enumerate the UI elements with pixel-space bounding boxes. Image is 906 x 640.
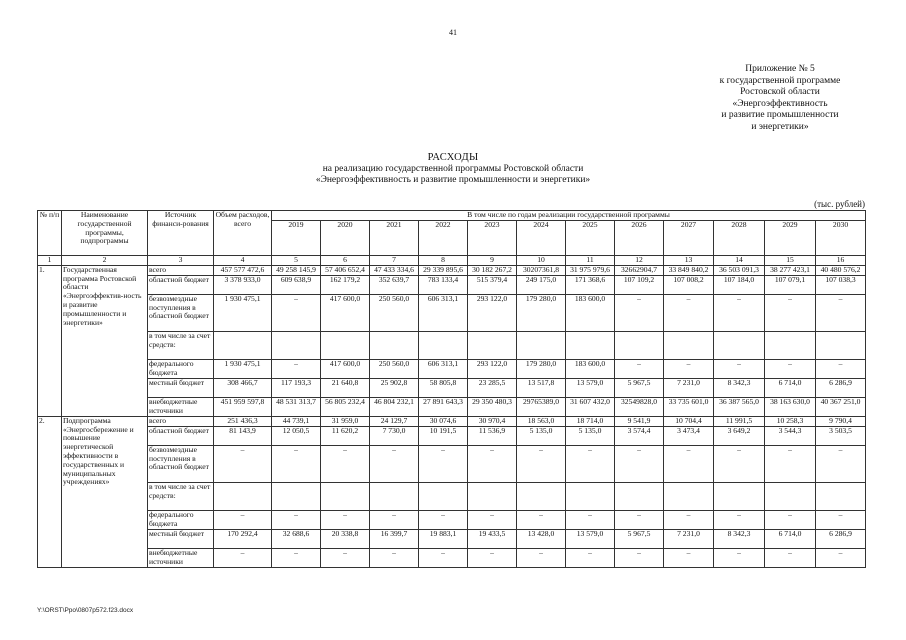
year-value <box>321 331 370 359</box>
year-value: – <box>816 445 866 482</box>
year-value: 11 536,9 <box>468 426 517 445</box>
column-index: 12 <box>615 256 664 266</box>
year-value: – <box>765 548 816 567</box>
table-row <box>38 378 866 397</box>
year-value: – <box>615 548 664 567</box>
year-value: – <box>468 548 517 567</box>
column-index: 10 <box>517 256 566 266</box>
funding-source: местный бюджет <box>148 529 214 548</box>
total-value: 170 292,4 <box>214 529 272 548</box>
year-value: 9 541,9 <box>615 416 664 426</box>
program-name: Подпрограмма «Энергосбережение и повышение энергетической эффективности в государственных и муниципальных учреждениях» <box>62 416 148 567</box>
year-value <box>419 331 468 359</box>
header-row <box>38 211 866 221</box>
table-row <box>38 331 866 359</box>
column-index: 9 <box>468 256 517 266</box>
table-row <box>38 510 866 529</box>
year-value: 57 406 652,4 <box>321 265 370 275</box>
year-value <box>566 482 615 510</box>
year-value: 417 600,0 <box>321 359 370 378</box>
appendix-line: «Энергоэффективность <box>732 98 828 109</box>
year-value: 3 544,3 <box>765 426 816 445</box>
year-value: 33 849 840,2 <box>664 265 714 275</box>
total-value: – <box>214 548 272 567</box>
header-volume: Объем расходов, всего <box>214 211 272 256</box>
header-year: 2030 <box>816 221 866 256</box>
table-row <box>38 445 866 482</box>
year-value: 30 074,6 <box>419 416 468 426</box>
year-value: 32662904,7 <box>615 265 664 275</box>
total-value: 1 930 475,1 <box>214 294 272 331</box>
year-value: 49 258 145,9 <box>272 265 321 275</box>
year-value: 10 704,4 <box>664 416 714 426</box>
table-row <box>38 548 866 567</box>
funding-source: безвозмездные поступления в областной бюджет <box>148 294 214 331</box>
funding-source: в том числе за счет средств: <box>148 482 214 510</box>
year-value: – <box>566 548 615 567</box>
year-value: – <box>468 445 517 482</box>
year-value: 11 620,2 <box>321 426 370 445</box>
funding-source: всего <box>148 416 214 426</box>
year-value: – <box>765 510 816 529</box>
year-value: – <box>664 510 714 529</box>
column-index: 4 <box>214 256 272 266</box>
year-value: – <box>419 510 468 529</box>
table-row <box>38 426 866 445</box>
year-value: 32 688,6 <box>272 529 321 548</box>
funding-source: областной бюджет <box>148 426 214 445</box>
year-value: 117 193,3 <box>272 378 321 397</box>
year-value: 18 563,0 <box>517 416 566 426</box>
year-value <box>765 331 816 359</box>
column-index: 8 <box>419 256 468 266</box>
funding-source: внебюджетные источники <box>148 397 214 416</box>
year-value: – <box>321 510 370 529</box>
year-value: 183 600,0 <box>566 359 615 378</box>
column-index: 13 <box>664 256 714 266</box>
year-value: 11 991,5 <box>714 416 765 426</box>
appendix-line: и развитие промышленности <box>721 110 839 120</box>
year-value: 6 714,0 <box>765 529 816 548</box>
total-value: 308 466,7 <box>214 378 272 397</box>
year-value: 13 579,0 <box>566 529 615 548</box>
year-value: 18 714,0 <box>566 416 615 426</box>
table-row <box>38 529 866 548</box>
total-value <box>214 482 272 510</box>
year-value: 58 805,8 <box>419 378 468 397</box>
program-name: Государственная программа Ростовской области «Энергоэффектив-ность и развитие промышленности и энергетики» <box>62 265 148 416</box>
year-value: 56 805 232,4 <box>321 397 370 416</box>
year-value: – <box>370 510 419 529</box>
year-value <box>272 331 321 359</box>
table-row <box>38 265 866 275</box>
year-value: – <box>566 510 615 529</box>
header-year: 2021 <box>370 221 419 256</box>
header-years-group: В том числе по годам реализации государственной программы <box>272 211 866 221</box>
year-value <box>370 331 419 359</box>
year-value <box>272 482 321 510</box>
year-value: 6 286,9 <box>816 529 866 548</box>
year-value: 5 967,5 <box>615 378 664 397</box>
year-value: 162 179,2 <box>321 275 370 294</box>
year-value: 606 313,1 <box>419 359 468 378</box>
year-value: 23 285,5 <box>468 378 517 397</box>
year-value: – <box>517 548 566 567</box>
year-value: 30207361,8 <box>517 265 566 275</box>
year-value: 3 574,4 <box>615 426 664 445</box>
year-value: 40 480 576,2 <box>816 265 866 275</box>
year-value <box>664 331 714 359</box>
table-row <box>38 482 866 510</box>
total-value: – <box>214 445 272 482</box>
year-value: 47 433 334,6 <box>370 265 419 275</box>
appendix-line: и энергетики» <box>751 121 809 132</box>
year-value: – <box>664 294 714 331</box>
year-value: 250 560,0 <box>370 359 419 378</box>
year-value: – <box>566 445 615 482</box>
table-body <box>38 211 866 568</box>
year-value: 9 790,4 <box>816 416 866 426</box>
year-value: – <box>816 548 866 567</box>
column-index: 6 <box>321 256 370 266</box>
year-value: 25 902,8 <box>370 378 419 397</box>
year-value <box>468 482 517 510</box>
year-value: 171 368,6 <box>566 275 615 294</box>
index-row <box>38 256 866 266</box>
year-value: 31 607 432,0 <box>566 397 615 416</box>
year-value: 13 517,8 <box>517 378 566 397</box>
year-value: 21 640,8 <box>321 378 370 397</box>
year-value: 8 342,3 <box>714 529 765 548</box>
funding-source: местный бюджет <box>148 378 214 397</box>
title-line: «Энергоэффективность и развитие промышленности и энергетики» <box>315 175 591 185</box>
year-value: – <box>816 294 866 331</box>
year-value <box>615 482 664 510</box>
year-value <box>566 331 615 359</box>
year-value <box>370 482 419 510</box>
year-value: – <box>321 445 370 482</box>
year-value: 33 735 601,0 <box>664 397 714 416</box>
title-main: РАСХОДЫ <box>427 152 479 163</box>
year-value <box>816 331 866 359</box>
column-index: 5 <box>272 256 321 266</box>
year-value: 7 231,0 <box>664 529 714 548</box>
file-path-footer: Y:\ORST\Ppo\0807p572.f23.docx <box>37 607 134 614</box>
column-index: 15 <box>765 256 816 266</box>
year-value: 250 560,0 <box>370 294 419 331</box>
year-value: – <box>714 359 765 378</box>
total-value: 457 577 472,6 <box>214 265 272 275</box>
year-value: – <box>714 548 765 567</box>
year-value: 6 714,0 <box>765 378 816 397</box>
column-index: 3 <box>148 256 214 266</box>
year-value: 183 600,0 <box>566 294 615 331</box>
year-value: 27 891 643,3 <box>419 397 468 416</box>
header-year: 2022 <box>419 221 468 256</box>
year-value: – <box>664 359 714 378</box>
header-num: № п/п <box>38 211 62 256</box>
table-row <box>38 275 866 294</box>
year-value <box>419 482 468 510</box>
year-value: – <box>419 548 468 567</box>
column-index: 14 <box>714 256 765 266</box>
year-value: – <box>517 445 566 482</box>
year-value: 6 286,9 <box>816 378 866 397</box>
appendix-block <box>690 64 870 133</box>
year-value: 13 579,0 <box>566 378 615 397</box>
year-value: – <box>272 548 321 567</box>
year-value <box>468 331 517 359</box>
year-value: 20 338,8 <box>321 529 370 548</box>
year-value: – <box>664 445 714 482</box>
year-value: 16 399,7 <box>370 529 419 548</box>
year-value: 8 342,3 <box>714 378 765 397</box>
year-value: 12 050,5 <box>272 426 321 445</box>
funding-source: внебюджетные источники <box>148 548 214 567</box>
funding-source: областной бюджет <box>148 275 214 294</box>
page-number: 41 <box>449 28 457 37</box>
year-value: 30 182 267,2 <box>468 265 517 275</box>
year-value: – <box>714 445 765 482</box>
year-value: – <box>615 359 664 378</box>
header-year: 2025 <box>566 221 615 256</box>
year-value: 38 277 423,1 <box>765 265 816 275</box>
year-value: – <box>664 548 714 567</box>
year-value: 107 008,2 <box>664 275 714 294</box>
year-value: 24 129,7 <box>370 416 419 426</box>
funding-source: федерального бюджета <box>148 359 214 378</box>
table-row <box>38 294 866 331</box>
year-value: – <box>615 510 664 529</box>
year-value <box>615 331 664 359</box>
year-value: 107 079,1 <box>765 275 816 294</box>
year-value <box>714 482 765 510</box>
title-line: на реализацию государственной программы Ростовской области <box>322 163 584 174</box>
year-value: 13 428,0 <box>517 529 566 548</box>
year-value: 107 038,3 <box>816 275 866 294</box>
year-value: 3 649,2 <box>714 426 765 445</box>
funding-source: безвозмездные поступления в областной бюджет <box>148 445 214 482</box>
year-value: – <box>615 294 664 331</box>
row-number: 2. <box>38 416 62 567</box>
year-value: 29 350 480,3 <box>468 397 517 416</box>
year-value: – <box>370 445 419 482</box>
total-value: 81 143,9 <box>214 426 272 445</box>
year-value <box>714 331 765 359</box>
year-value: – <box>765 445 816 482</box>
year-value: 107 184,0 <box>714 275 765 294</box>
year-value: – <box>272 294 321 331</box>
year-value: – <box>321 548 370 567</box>
total-value <box>214 331 272 359</box>
appendix-line: Приложение № 5 <box>745 64 815 74</box>
year-value: – <box>615 445 664 482</box>
header-name: Наименование государственной программы, подпрограммы <box>62 211 148 256</box>
year-value <box>517 331 566 359</box>
total-value: 1 930 475,1 <box>214 359 272 378</box>
year-value: 5 967,5 <box>615 529 664 548</box>
year-value: 5 135,0 <box>566 426 615 445</box>
year-value: 40 367 251,0 <box>816 397 866 416</box>
year-value <box>321 482 370 510</box>
column-index: 11 <box>566 256 615 266</box>
year-value: – <box>765 359 816 378</box>
year-value: – <box>765 294 816 331</box>
year-value: 3 503,5 <box>816 426 866 445</box>
header-year: 2029 <box>765 221 816 256</box>
document-title <box>150 152 756 187</box>
funding-source: всего <box>148 265 214 275</box>
column-index: 1 <box>38 256 62 266</box>
year-value: 36 503 091,3 <box>714 265 765 275</box>
header-year: 2027 <box>664 221 714 256</box>
year-value: – <box>272 510 321 529</box>
units-label: (тыс. рублей) <box>814 199 865 209</box>
expenses-table <box>37 210 866 568</box>
year-value: 5 135,0 <box>517 426 566 445</box>
year-value <box>816 482 866 510</box>
year-value: 46 804 232,1 <box>370 397 419 416</box>
table-row <box>38 416 866 426</box>
total-value: 451 959 597,8 <box>214 397 272 416</box>
year-value: 10 258,3 <box>765 416 816 426</box>
table-row <box>38 359 866 378</box>
year-value: 417 600,0 <box>321 294 370 331</box>
funding-source: федерального бюджета <box>148 510 214 529</box>
year-value: 515 379,4 <box>468 275 517 294</box>
year-value: 609 638,9 <box>272 275 321 294</box>
year-value <box>765 482 816 510</box>
year-value: 179 280,0 <box>517 294 566 331</box>
header-year: 2020 <box>321 221 370 256</box>
column-index: 16 <box>816 256 866 266</box>
year-value: 10 191,5 <box>419 426 468 445</box>
year-value: – <box>272 359 321 378</box>
year-value: 44 739,1 <box>272 416 321 426</box>
column-index: 2 <box>62 256 148 266</box>
year-value: – <box>272 445 321 482</box>
header-source: Источник финанси-рования <box>148 211 214 256</box>
year-value: 352 639,7 <box>370 275 419 294</box>
header-year: 2028 <box>714 221 765 256</box>
header-year: 2019 <box>272 221 321 256</box>
year-value: 293 122,0 <box>468 294 517 331</box>
year-value: – <box>370 548 419 567</box>
year-value: 31 959,0 <box>321 416 370 426</box>
year-value: 30 970,4 <box>468 416 517 426</box>
year-value: – <box>714 510 765 529</box>
total-value: 3 378 933,0 <box>214 275 272 294</box>
year-value: – <box>714 294 765 331</box>
year-value: 36 387 565,0 <box>714 397 765 416</box>
funding-source: в том числе за счет средств: <box>148 331 214 359</box>
total-value: – <box>214 510 272 529</box>
year-value: – <box>816 510 866 529</box>
year-value: – <box>517 510 566 529</box>
header-year: 2024 <box>517 221 566 256</box>
year-value: 7 231,0 <box>664 378 714 397</box>
year-value: 293 122,0 <box>468 359 517 378</box>
year-value: 107 109,2 <box>615 275 664 294</box>
year-value: 29 339 895,6 <box>419 265 468 275</box>
year-value: 32549828,0 <box>615 397 664 416</box>
year-value: – <box>468 510 517 529</box>
year-value: 31 975 979,6 <box>566 265 615 275</box>
year-value: 19 883,1 <box>419 529 468 548</box>
year-value: 179 280,0 <box>517 359 566 378</box>
year-value <box>517 482 566 510</box>
header-year: 2023 <box>468 221 517 256</box>
appendix-line: к государственной программе <box>719 75 841 86</box>
year-value: 606 313,1 <box>419 294 468 331</box>
row-number: 1. <box>38 265 62 416</box>
year-value: 3 473,4 <box>664 426 714 445</box>
table-row <box>38 397 866 416</box>
year-value: – <box>419 445 468 482</box>
year-value: 48 531 313,7 <box>272 397 321 416</box>
header-year: 2026 <box>615 221 664 256</box>
year-value: 7 730,0 <box>370 426 419 445</box>
year-value <box>664 482 714 510</box>
year-value: 19 433,5 <box>468 529 517 548</box>
year-value: – <box>816 359 866 378</box>
year-value: 38 163 630,0 <box>765 397 816 416</box>
column-index: 7 <box>370 256 419 266</box>
year-value: 29765389,0 <box>517 397 566 416</box>
year-value: 249 175,0 <box>517 275 566 294</box>
total-value: 251 436,3 <box>214 416 272 426</box>
year-value: 783 133,4 <box>419 275 468 294</box>
appendix-line: Ростовской области <box>740 87 820 97</box>
